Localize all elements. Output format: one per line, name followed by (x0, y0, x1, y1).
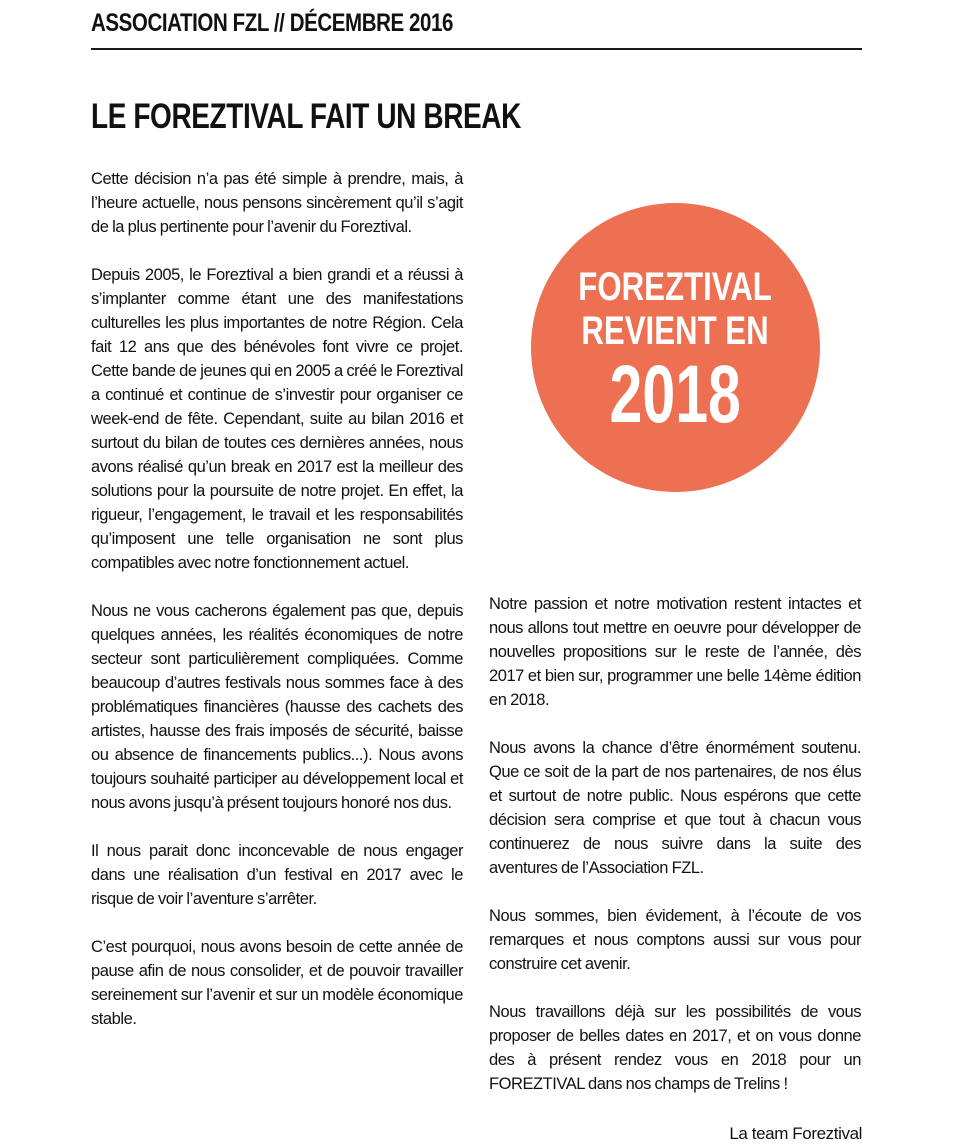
left-column (91, 167, 463, 1055)
return-date-badge (531, 203, 820, 492)
paragraph: Nous ne vous cacherons également pas que, depuis quelques années, les réalités économiques de notre secteur sont particulièrement compliquées. Comme beaucoup d’autres festivals nous sommes face à des problématiques financières (hausse des cachets des artistes, hausse des frais imposés de sécurité, baisse ou absence de financements publics...). Nous avons toujours souhaité participer au développement local et nous avons jusqu’à présent toujours honoré nos dus. (91, 602, 463, 812)
header-text: ASSOCIATION FZL // DÉCEMBRE 2016 (91, 9, 454, 37)
paragraph: Depuis 2005, le Foreztival a bien grandi et a réussi à s’implanter comme étant une des manifestations culturelles les plus importantes de notre Région. Cela fait 12 ans que des bénévoles font vivre ce projet. Cette bande de jeunes qui en 2005 a créé le Foreztival a continué et continue de s’investir pour organiser ce week-end de fête. Cependant, suite au bilan 2016 et surtout du bilan de toutes ces dernières années, nous avons réalisé qu’un break en 2017 est la meilleur des solutions pour la poursuite de notre projet. En effet, la rigueur, l’engagement, le travail et les responsabilités qu’imposent une telle organisation ne sont plus compatibles avec notre fonctionnement actuel. (91, 266, 463, 572)
page-header (91, 4, 862, 50)
signature: La team Foreztival (729, 1124, 862, 1143)
paragraph: Cette décision n’a pas été simple à prendre, mais, à l’heure actuelle, nous pensons sincèrement qu’il s’agit de la plus pertinente pour l’avenir du Foreztival. (91, 170, 463, 236)
paragraph: Nous avons la chance d’être énormément soutenu. Que ce soit de la part de nos partenaires, de nos élus et surtout de notre public. Nous espérons que cette décision sera comprise et que tout à chacun vous continuerez de nous suivre dans la suite des aventures de l’Association FZL. (489, 739, 861, 877)
article-title: LE FOREZTIVAL FAIT UN BREAK (91, 97, 521, 136)
paragraph: Notre passion et notre motivation restent intactes et nous allons tout mettre en oeuvre pour développer de nouvelles propositions sur le reste de l’année, dès 2017 et bien sur, programmer une belle 14ème édition en 2018. (489, 595, 861, 709)
paragraph: Nous travaillons déjà sur les possibilités de vous proposer de belles dates en 2017, et on vous donne des à présent rendez vous en 2018 pour un FOREZTIVAL dans nos champs de Trelins ! (489, 1003, 861, 1093)
badge-line-1: FOREZTIVAL (578, 265, 773, 309)
badge-year: 2018 (609, 349, 742, 440)
paragraph: Il nous parait donc inconcevable de nous engager dans une réalisation d’un festival en 2017 avec le risque de voir l’aventure s’arrêter. (91, 842, 463, 908)
paragraph: Nous sommes, bien évidement, à l’écoute de vos remarques et nous comptons aussi sur vous pour construire cet avenir. (489, 907, 861, 973)
badge-line-2: REVIENT EN (581, 309, 770, 353)
right-column (489, 592, 861, 1120)
paragraph: C’est pourquoi, nous avons besoin de cette année de pause afin de nous consolider, et de pouvoir travailler sereinement sur l’avenir et sur un modèle économique stable. (91, 938, 463, 1028)
